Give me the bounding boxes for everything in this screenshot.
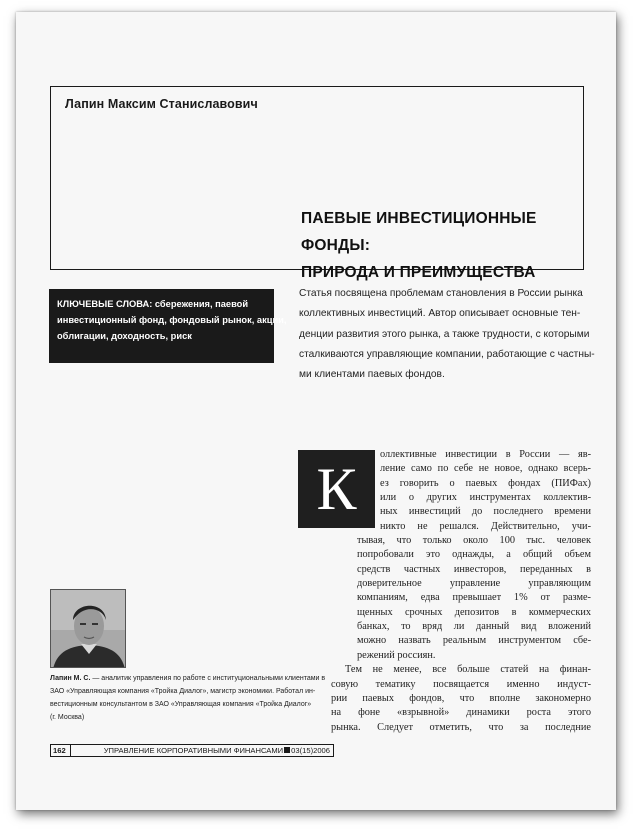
author-bio-line: вестиционным консультантом в ЗАО «Управляющая компания «Тройка Диалог»	[50, 701, 312, 708]
body-line: ление само по себе не новое, однако всерь-	[380, 463, 591, 475]
author-bio-name: Лапин М. С.	[50, 675, 91, 682]
journal-name: УПРАВЛЕНИЕ КОРПОРАТИВНЫМИ ФИНАНСАМИ	[103, 746, 284, 755]
body-line: попробовали это однажды, а общий объем	[357, 549, 591, 561]
page-number: 162	[51, 745, 71, 756]
journal-page	[16, 12, 616, 810]
body-line: рынка. Следует отметить, что за последние	[331, 721, 591, 733]
abstract-line: сталкиваются управляющие компании, работающие с частны-	[299, 348, 595, 360]
body-line: ез говорить о паевых фондах (ПИФах)	[380, 477, 591, 489]
title-line: ПАЕВЫЕ ИНВЕСТИЦИОННЫЕ ФОНДЫ:	[301, 210, 537, 254]
page-footer	[50, 744, 334, 757]
abstract	[299, 284, 595, 385]
body-line: банках, то вряд ли данный вид вложений	[357, 621, 591, 633]
body-line: средств частных инвесторов, переданных в	[357, 563, 591, 575]
author-bio	[50, 672, 326, 724]
body-line: ных инвестиций до последнего времени	[380, 506, 591, 518]
body-line: рии паевых фондов, что вполне закономерно	[331, 692, 591, 704]
body-line: Тем не менее, все больше статей на финан-	[345, 664, 591, 676]
body-line: никто не решался. Действительно, учи-	[380, 520, 591, 532]
abstract-line: коллективных инвестиций. Автор описывает основные тен-	[299, 308, 581, 320]
body-line: щенных срочных депозитов в коммерческих	[357, 606, 591, 618]
author-bio-line: ЗАО «Управляющая компания «Тройка Диалог», магистр экономики. Работал ин-	[50, 688, 316, 695]
keywords-line: облигации, доходность, риск	[57, 331, 192, 341]
body-line: доверительное управление управляющим	[357, 578, 591, 590]
body-line: можно назвать реальным инструментом сбе-	[357, 635, 591, 647]
body-line: компаниям, едва превышает 1% от разме-	[357, 592, 591, 604]
drop-cap: К	[298, 450, 375, 528]
journal-info	[104, 745, 330, 756]
body-line: или о других инструментах коллектив-	[380, 492, 591, 504]
author-portrait-image	[51, 590, 126, 668]
title-line: ПРИРОДА И ПРЕИМУЩЕСТВА	[301, 264, 536, 281]
article-header-box	[50, 86, 584, 281]
author-bio-text: — аналитик управления по работе с институциональными клиентами в	[90, 675, 326, 682]
journal-issue: 03(15)2006	[291, 746, 330, 755]
article-title	[301, 205, 581, 286]
square-separator-icon	[284, 747, 290, 753]
author-bio-line	[50, 672, 326, 685]
body-line: на фоне «взрывной» динамики роста этого	[331, 707, 591, 719]
keywords-box	[49, 289, 287, 363]
body-line: тывая, что только около 100 тыс. человек	[357, 535, 591, 547]
abstract-line: Статья посвящена проблемам становления в России рынка	[299, 288, 583, 299]
author-name: Лапин Максим Станиславович	[65, 97, 258, 111]
body-line: оллективные инвестиции в России — яв-	[380, 449, 591, 460]
body-line: режений россиян.	[357, 649, 436, 661]
abstract-line: денции развития этого рынка, а также трудности, с которыми	[299, 328, 590, 340]
body-line: совую тематику посвящается именно индуст-	[331, 678, 591, 690]
keywords-line: КЛЮЧЕВЫЕ СЛОВА: сбережения, паевой	[57, 299, 249, 309]
author-photo	[50, 589, 126, 668]
article-body	[299, 448, 591, 735]
keywords-line: инвестиционный фонд, фондовый рынок, акции,	[57, 315, 287, 325]
author-bio-line: (г. Москва)	[50, 714, 85, 721]
abstract-line: ми клиентами паевых фондов.	[299, 369, 445, 381]
